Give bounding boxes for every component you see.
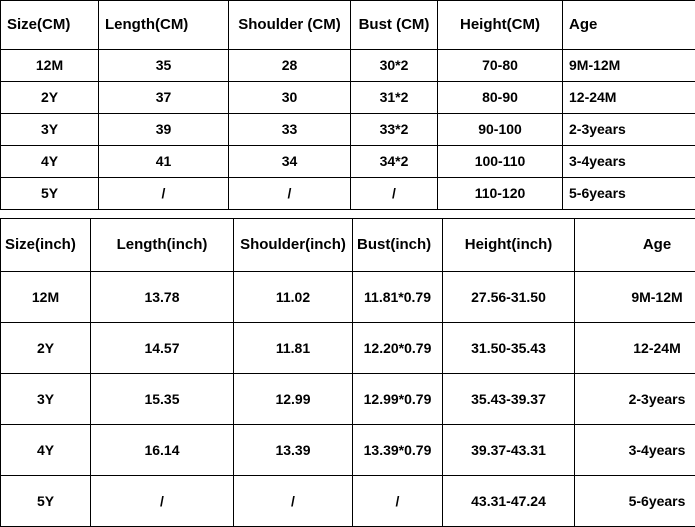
cell-length: 14.57	[91, 323, 234, 374]
header-length-inch: Length(inch)	[91, 219, 234, 272]
cell-age: 2-3years	[575, 374, 695, 425]
cell-age: 5-6years	[575, 476, 695, 527]
cell-height: 70-80	[438, 50, 563, 82]
table-row	[1, 425, 695, 476]
cell-bust: 11.81*0.79	[353, 272, 443, 323]
table-row	[1, 146, 695, 178]
cell-shoulder: /	[234, 476, 353, 527]
cell-bust: 12.99*0.79	[353, 374, 443, 425]
header-height-cm: Height(CM)	[438, 1, 563, 50]
header-height-inch: Height(inch)	[443, 219, 575, 272]
header-shoulder-inch: Shoulder(inch)	[234, 219, 353, 272]
cell-age: 5-6years	[563, 178, 695, 210]
table-cm-body	[1, 50, 695, 210]
cell-shoulder: 11.02	[234, 272, 353, 323]
cell-age: 3-4years	[575, 425, 695, 476]
header-shoulder-cm: Shoulder (CM)	[229, 1, 351, 50]
cell-bust: 31*2	[351, 82, 438, 114]
header-size-inch: Size(inch)	[1, 219, 91, 272]
cell-shoulder: 30	[229, 82, 351, 114]
cell-length: /	[99, 178, 229, 210]
cell-height: 110-120	[438, 178, 563, 210]
cell-length: 35	[99, 50, 229, 82]
table-row	[1, 323, 695, 374]
cell-size: 3Y	[1, 374, 91, 425]
cell-size: 5Y	[1, 178, 99, 210]
table-row	[1, 476, 695, 527]
table-row	[1, 50, 695, 82]
table-header-row	[1, 1, 695, 50]
cell-shoulder: 12.99	[234, 374, 353, 425]
cell-age: 2-3years	[563, 114, 695, 146]
table-inch-header	[1, 219, 695, 272]
cell-bust: 12.20*0.79	[353, 323, 443, 374]
cell-bust: /	[353, 476, 443, 527]
cell-shoulder: 11.81	[234, 323, 353, 374]
cell-bust: 34*2	[351, 146, 438, 178]
cell-shoulder: /	[229, 178, 351, 210]
cell-length: 15.35	[91, 374, 234, 425]
cell-age: 12-24M	[575, 323, 695, 374]
size-table-inch	[0, 218, 695, 527]
cell-length: 39	[99, 114, 229, 146]
cell-height: 39.37-43.31	[443, 425, 575, 476]
cell-length: 16.14	[91, 425, 234, 476]
cell-length: 13.78	[91, 272, 234, 323]
cell-size: 2Y	[1, 82, 99, 114]
header-size-cm: Size(CM)	[1, 1, 99, 50]
cell-size: 4Y	[1, 425, 91, 476]
table-row	[1, 82, 695, 114]
cell-size: 3Y	[1, 114, 99, 146]
cell-bust: 30*2	[351, 50, 438, 82]
cell-shoulder: 28	[229, 50, 351, 82]
cell-size: 4Y	[1, 146, 99, 178]
cell-height: 80-90	[438, 82, 563, 114]
table-header-row	[1, 219, 695, 272]
cell-shoulder: 33	[229, 114, 351, 146]
cell-bust: /	[351, 178, 438, 210]
cell-bust: 13.39*0.79	[353, 425, 443, 476]
cell-height: 100-110	[438, 146, 563, 178]
cell-length: 41	[99, 146, 229, 178]
cell-shoulder: 13.39	[234, 425, 353, 476]
cell-length: /	[91, 476, 234, 527]
table-row	[1, 374, 695, 425]
table-row	[1, 178, 695, 210]
cell-height: 31.50-35.43	[443, 323, 575, 374]
cell-height: 27.56-31.50	[443, 272, 575, 323]
cell-bust: 33*2	[351, 114, 438, 146]
cell-size: 12M	[1, 50, 99, 82]
cell-shoulder: 34	[229, 146, 351, 178]
cell-length: 37	[99, 82, 229, 114]
table-row	[1, 114, 695, 146]
cell-height: 90-100	[438, 114, 563, 146]
cell-size: 2Y	[1, 323, 91, 374]
header-bust-cm: Bust (CM)	[351, 1, 438, 50]
cell-height: 35.43-39.37	[443, 374, 575, 425]
header-bust-inch: Bust(inch)	[353, 219, 443, 272]
cell-age: 3-4years	[563, 146, 695, 178]
header-length-cm: Length(CM)	[99, 1, 229, 50]
cell-size: 12M	[1, 272, 91, 323]
cell-size: 5Y	[1, 476, 91, 527]
cell-height: 43.31-47.24	[443, 476, 575, 527]
header-age-inch: Age	[575, 219, 695, 272]
header-age-cm: Age	[563, 1, 695, 50]
cell-age: 9M-12M	[575, 272, 695, 323]
cell-age: 12-24M	[563, 82, 695, 114]
table-cm-header	[1, 1, 695, 50]
table-row	[1, 272, 695, 323]
size-table-cm	[0, 0, 695, 210]
table-inch-body	[1, 272, 695, 527]
cell-age: 9M-12M	[563, 50, 695, 82]
